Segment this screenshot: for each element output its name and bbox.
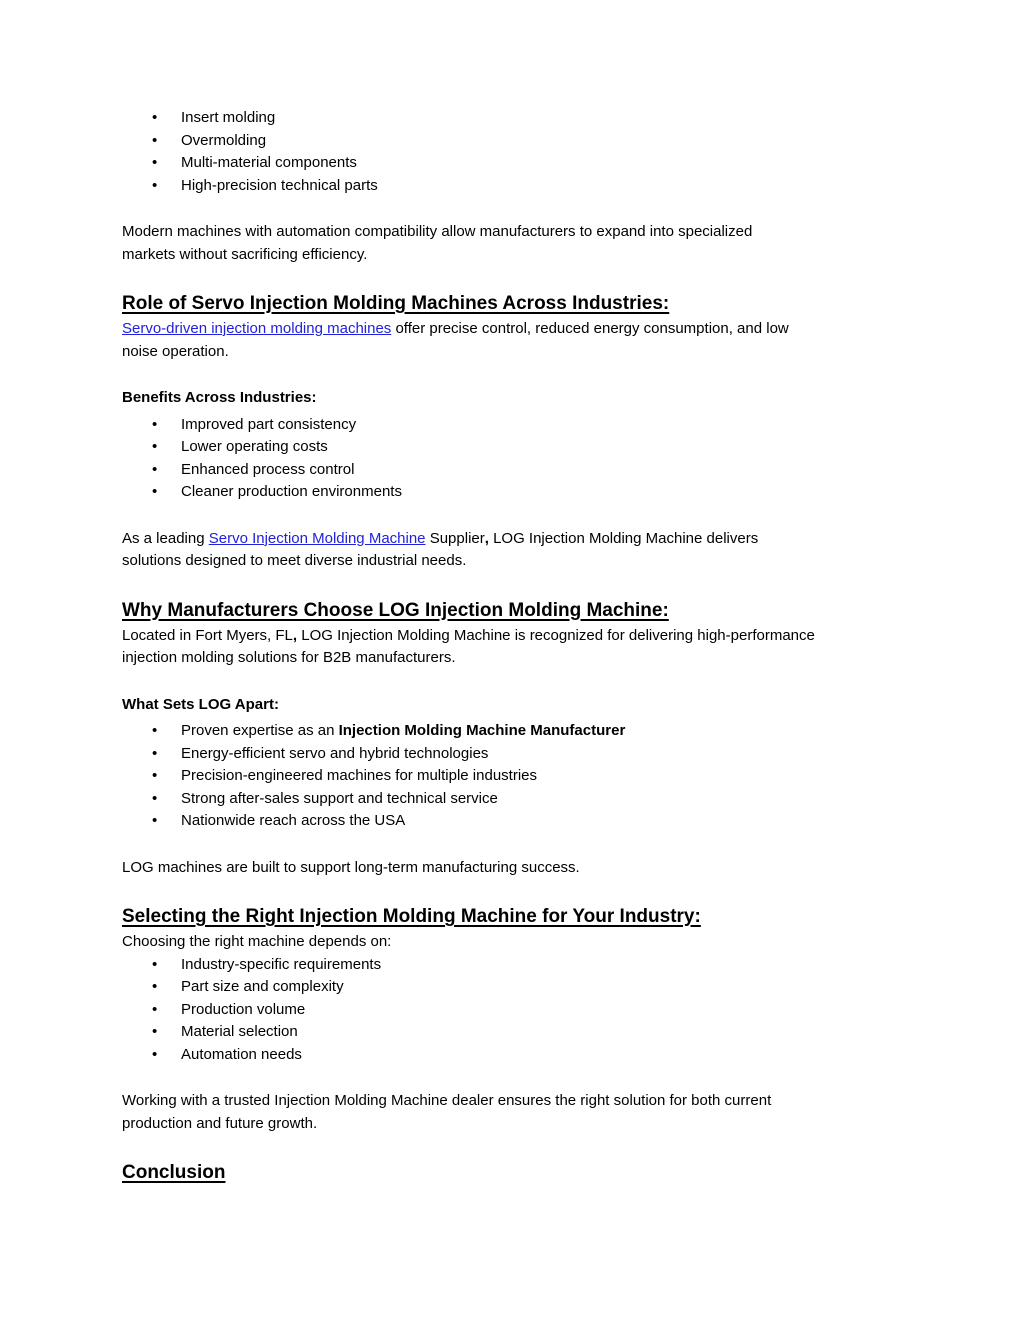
- text-run: Strong after-sales support and technical service: [181, 789, 498, 807]
- text-line: [122, 318, 906, 341]
- list-item: [122, 107, 906, 130]
- text-line: [122, 221, 906, 244]
- text-run: Lower operating costs: [181, 438, 328, 455]
- bold-text: Injection Molding Machine Manufacturer: [338, 722, 626, 739]
- list-item: [122, 999, 906, 1022]
- text-run: Automation needs: [181, 1045, 302, 1063]
- bullet-icon: •: [152, 744, 158, 762]
- list-item: [122, 1044, 906, 1067]
- text-run: High-precision technical parts: [181, 176, 378, 194]
- list-item: [122, 130, 906, 153]
- list-item: [122, 436, 906, 459]
- list-item: [122, 1021, 906, 1044]
- text-run: Nationwide reach across the USA: [181, 812, 406, 829]
- bullet-icon: •: [152, 955, 158, 973]
- bullet-icon: •: [152, 483, 158, 500]
- bullet-list: [122, 720, 906, 833]
- bullet-icon: •: [152, 1045, 158, 1063]
- document-content: [122, 107, 906, 1187]
- bullet-icon: •: [152, 1023, 158, 1040]
- text-run: Production volume: [181, 1000, 306, 1018]
- list-item: [122, 765, 906, 788]
- text-run: Working with a trusted Injection Molding Machine dealer ensures the right solution for both current: [122, 1092, 772, 1109]
- bold-text: ,: [484, 529, 489, 547]
- text-line: [122, 857, 906, 880]
- list-item: [122, 810, 906, 833]
- text-line: [122, 1090, 906, 1113]
- text-run: Part size and complexity: [181, 978, 344, 995]
- bullet-icon: •: [152, 109, 158, 126]
- text-line: [122, 244, 906, 267]
- text-run: Cleaner production environments: [181, 483, 402, 500]
- sub-heading: Benefits Across Industries:: [122, 389, 317, 406]
- text-run: offer precise control, reduced energy consumption, and low: [391, 320, 789, 337]
- text-run: solutions designed to meet diverse industrial needs.: [122, 552, 467, 569]
- bullet-icon: •: [152, 978, 158, 995]
- bullet-icon: •: [152, 131, 158, 149]
- text-run: LOG Injection Molding Machine is recognized for delivering high-performance: [297, 626, 815, 644]
- list-item: [122, 481, 906, 504]
- list-item: [122, 788, 906, 811]
- paragraph: [122, 528, 906, 573]
- text-run: As a leading: [122, 529, 209, 547]
- text-run: Supplier: [425, 529, 485, 547]
- list-item: [122, 175, 906, 198]
- list-item: [122, 152, 906, 175]
- text-line: [122, 528, 906, 551]
- section-heading: Why Manufacturers Choose LOG Injection Molding Machine:: [122, 599, 669, 621]
- bullet-list: [122, 414, 906, 504]
- text-line: [122, 647, 906, 670]
- paragraph: [122, 221, 906, 266]
- text-line: [122, 931, 906, 954]
- text-run: Modern machines with automation compatibility allow manufacturers to expand into specialized: [122, 223, 753, 240]
- bullet-icon: •: [152, 460, 158, 478]
- list-item: [122, 720, 906, 743]
- bullet-icon: •: [152, 767, 158, 784]
- list-item: [122, 459, 906, 482]
- paragraph: [122, 857, 906, 880]
- text-run: Located in Fort Myers, FL: [122, 626, 293, 644]
- bullet-icon: •: [152, 176, 158, 194]
- list-item: [122, 743, 906, 766]
- text-run: Energy-efficient servo and hybrid technologies: [181, 744, 489, 762]
- bullet-icon: •: [152, 722, 158, 739]
- text-run: Material selection: [181, 1023, 298, 1040]
- text-run: LOG Injection Molding Machine delivers: [488, 529, 759, 547]
- text-run: Industry-specific requirements: [181, 955, 382, 973]
- text-run: noise operation.: [122, 342, 229, 360]
- section-heading: Selecting the Right Injection Molding Machine for Your Industry:: [122, 906, 701, 927]
- section-heading: Role of Servo Injection Molding Machines Across Industries:: [122, 293, 670, 314]
- list-item: [122, 976, 906, 999]
- hyperlink[interactable]: Servo-driven injection molding machines: [122, 320, 392, 337]
- bullet-list: [122, 107, 906, 197]
- text-run: Insert molding: [181, 109, 276, 126]
- bullet-icon: •: [152, 415, 158, 433]
- text-run: injection molding solutions for B2B manufacturers.: [122, 649, 456, 666]
- text-run: Overmolding: [181, 131, 267, 149]
- bullet-icon: •: [152, 812, 158, 829]
- list-item: [122, 414, 906, 437]
- bullet-list: [122, 954, 906, 1067]
- section-heading: Conclusion: [122, 1162, 226, 1183]
- bullet-icon: •: [152, 789, 158, 807]
- paragraph: [122, 1090, 906, 1135]
- bullet-icon: •: [152, 154, 158, 171]
- text-line: [122, 550, 906, 573]
- paragraph: [122, 625, 906, 670]
- text-run: Multi-material components: [181, 154, 357, 171]
- text-run: production and future growth.: [122, 1114, 318, 1132]
- text-line: [122, 341, 906, 364]
- sub-heading: What Sets LOG Apart:: [122, 695, 279, 713]
- hyperlink[interactable]: Servo Injection Molding Machine: [208, 529, 426, 547]
- list-item: [122, 954, 906, 977]
- text-run: Improved part consistency: [181, 415, 357, 433]
- text-run: markets without sacrificing efficiency.: [122, 245, 368, 263]
- bullet-icon: •: [152, 1000, 158, 1018]
- text-line: [122, 1113, 906, 1136]
- text-run: LOG machines are built to support long-term manufacturing success.: [122, 858, 580, 876]
- text-run: Precision-engineered machines for multiple industries: [181, 767, 538, 784]
- paragraph: [122, 318, 906, 363]
- bold-text: ,: [292, 626, 298, 644]
- text-run: Choosing the right machine depends on:: [122, 933, 392, 950]
- text-line: [122, 625, 906, 648]
- text-run: Enhanced process control: [181, 460, 355, 478]
- paragraph: [122, 931, 906, 954]
- text-run: Proven expertise as an: [181, 722, 339, 739]
- bullet-icon: •: [152, 438, 158, 455]
